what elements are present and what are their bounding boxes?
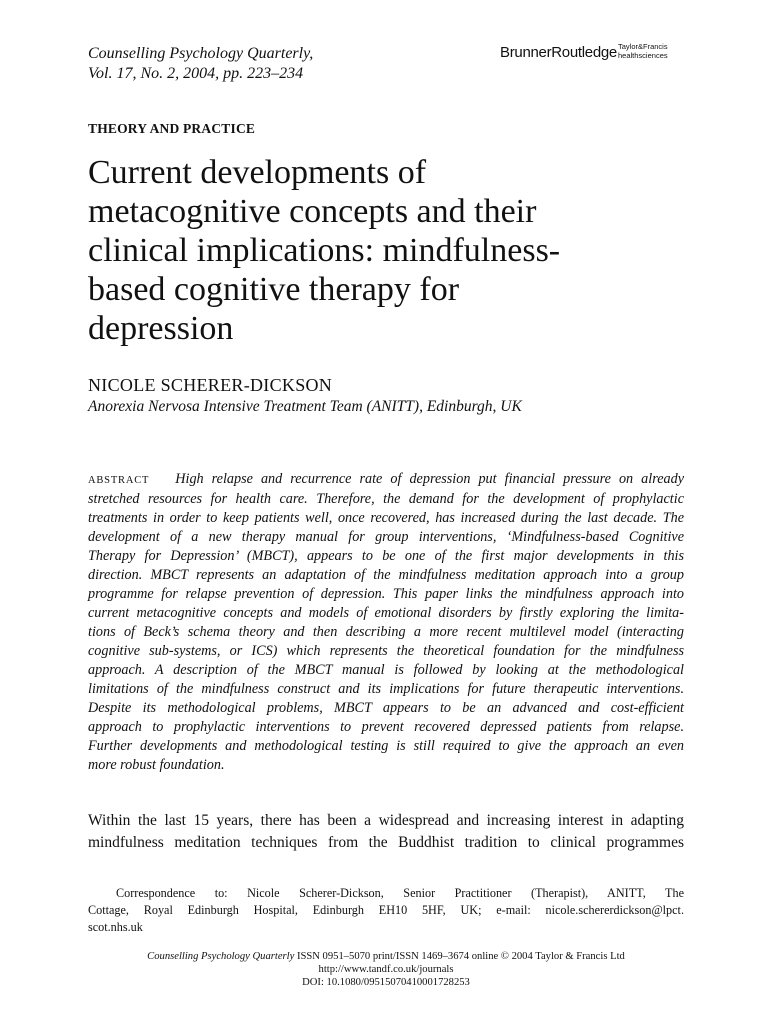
body-paragraph xyxy=(88,810,684,854)
abstract-line: approach to prophylactic interventions to prevent recovered depressed patients from relapse. xyxy=(88,719,684,735)
colophon-url: http://www.tandf.co.uk/journals xyxy=(318,964,454,975)
title-line: clinical implications: mindfulness- xyxy=(88,232,561,269)
article-title xyxy=(88,153,688,348)
colophon-journal-name: Counselling Psychology Quarterly xyxy=(147,951,295,962)
journal-volume-line: Vol. 17, No. 2, 2004, pp. 223–234 xyxy=(88,65,304,82)
abstract-label: ABSTRACT xyxy=(88,475,150,486)
title-line: depression xyxy=(88,310,234,347)
colophon xyxy=(88,950,684,989)
body-line: mindfulness meditation techniques from the Buddhist tradition to clinical programmes xyxy=(88,834,684,851)
abstract-line: current metacognitive concepts and models of emotional disorders by firstly exploring the limita- xyxy=(88,605,684,621)
abstract-line: approach. A description of the MBCT manual is followed by looking at the methodological xyxy=(88,662,684,678)
abstract-line: stretched resources for health care. Therefore, the demand for the development of prophylactic xyxy=(88,491,684,507)
section-label: THEORY AND PRACTICE xyxy=(88,121,256,136)
journal-name-line: Counselling Psychology Quarterly, xyxy=(88,45,314,62)
author-name: NICOLE SCHERER-DICKSON xyxy=(88,375,333,395)
colophon-issn-line xyxy=(88,950,684,963)
abstract-line: treatments in order to keep patients well, once recovered, has increased during the last decade. The xyxy=(88,510,684,526)
correspondence-footnote xyxy=(88,885,684,936)
journal-citation xyxy=(88,44,313,84)
publisher-sub-line2: healthsciences xyxy=(618,51,668,60)
abstract xyxy=(88,470,684,775)
abstract-line: programme for relapse prevention of depression. This paper links the mindfulness approach into xyxy=(88,586,684,602)
author-affiliation: Anorexia Nervosa Intensive Treatment Team (ANITT), Edinburgh, UK xyxy=(88,398,522,415)
publisher-brand: BrunnerRoutledge xyxy=(500,44,617,61)
title-line: Current developments of xyxy=(88,154,427,191)
publisher-logo xyxy=(500,40,690,70)
body-line: Within the last 15 years, there has been a widespread and increasing interest in adapting xyxy=(88,812,684,829)
publisher-subtitle xyxy=(618,42,668,60)
abstract-line: Despite its methodological problems, MBCT appears to be an advanced and cost-efficient xyxy=(88,700,684,716)
abstract-line: limitations of the mindfulness construct and its implications for future therapeutic interventions. xyxy=(88,681,684,697)
abstract-line: development of a new therapy manual for group interventions, ‘Mindfulness-based Cognitive xyxy=(88,529,684,545)
colophon-issn: ISSN 0951–5070 print/ISSN 1469–3674 online © 2004 Taylor & Francis Ltd xyxy=(294,951,625,962)
abstract-line xyxy=(88,470,684,490)
footnote-line: Correspondence to: Nicole Scherer-Dickson, Senior Practitioner (Therapist), ANITT, The xyxy=(116,886,684,900)
abstract-line: Further developments and methodological testing is still required to give the approach an even xyxy=(88,738,684,754)
abstract-line: cognitive sub-systems, or ICS) which represents the theoretical foundation for the mindfulness xyxy=(88,643,684,659)
abstract-line: more robust foundation. xyxy=(88,757,225,773)
abstract-line: direction. MBCT represents an adaptation of the mindfulness meditation approach into a group xyxy=(88,567,684,583)
footnote-line: scot.nhs.uk xyxy=(88,920,143,934)
publisher-sub-line1: Taylor&Francis xyxy=(618,42,668,51)
colophon-doi: DOI: 10.1080/09515070410001728253 xyxy=(302,977,470,988)
abstract-line: Therapy for Depression’ (MBCT), appears to be one of the first major developments in this xyxy=(88,548,684,564)
footnote-line: Cottage, Royal Edinburgh Hospital, Edinburgh EH10 5HF, UK; e-mail: nicole.schererdickson@lpct. xyxy=(88,903,684,917)
abstract-line-text: High relapse and recurrence rate of depression put financial pressure on already xyxy=(175,471,684,487)
abstract-line: tions of Beck’s schema theory and then describing a more recent multilevel model (interacting xyxy=(88,624,684,640)
title-line: metacognitive concepts and their xyxy=(88,193,537,230)
title-line: based cognitive therapy for xyxy=(88,271,460,308)
